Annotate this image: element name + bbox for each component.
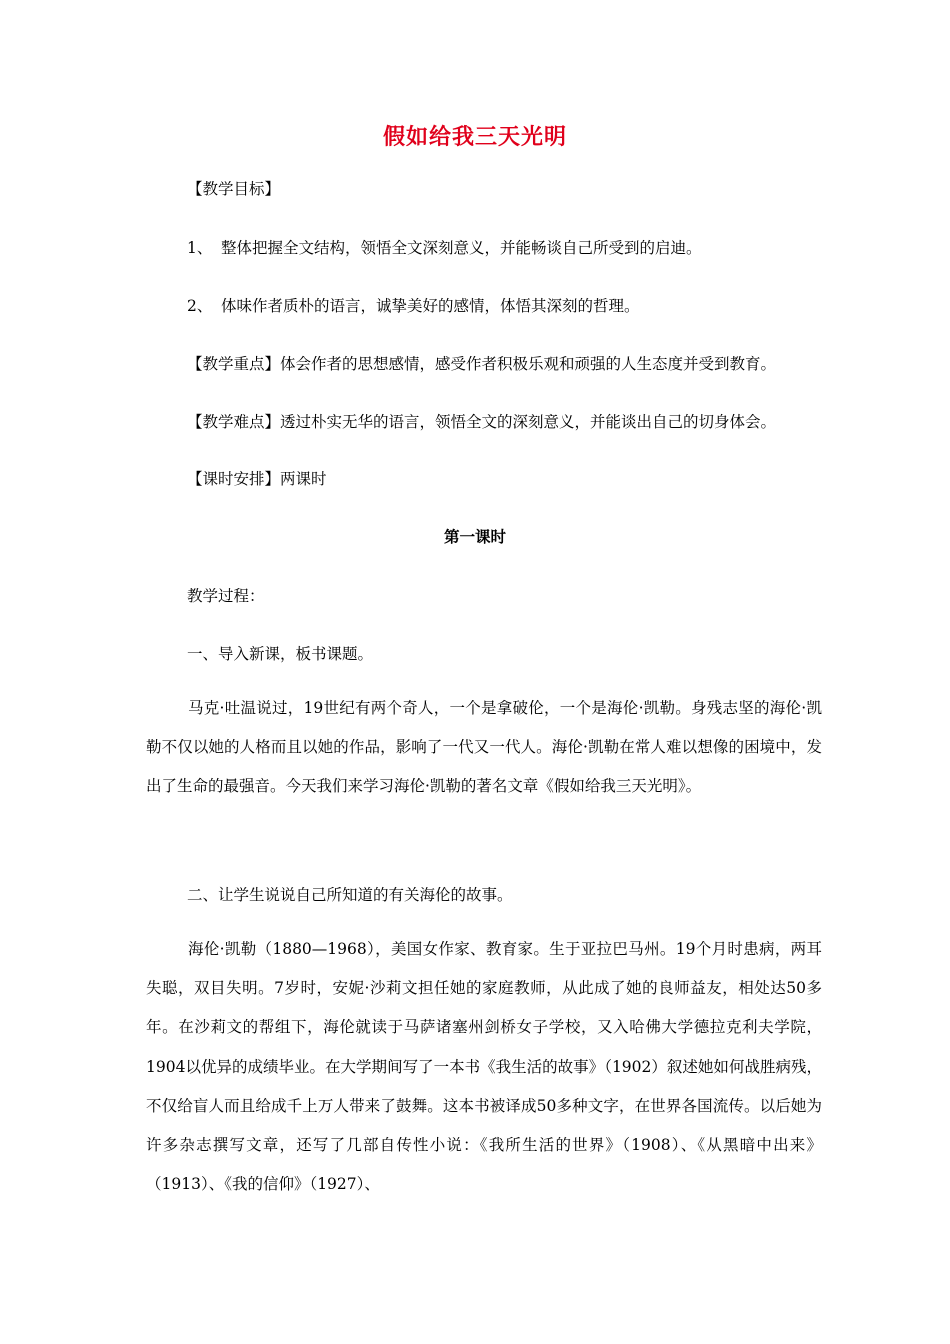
process-label: 教学过程： — [187, 587, 265, 605]
key-point: 【教学重点】体会作者的思想感情，感受作者积极乐观和顽强的人生态度并受到教育。 — [187, 355, 777, 373]
lesson-heading: 第一课时 — [443, 527, 506, 546]
objective-text: 体味作者质朴的语言，诚挚美好的感情，体悟其深刻的哲理。 — [221, 297, 640, 315]
objective-number: 1、 — [187, 239, 213, 257]
objective-item-2 — [187, 294, 640, 316]
difficult-point: 【教学难点】透过朴实无华的语言，领悟全文的深刻意义，并能谈出自己的切身体会。 — [187, 413, 777, 431]
objective-item-1 — [187, 236, 702, 258]
step-1: 一、导入新课，板书课题。 — [187, 645, 374, 663]
step-2: 二、让学生说说自己所知道的有关海伦的故事。 — [187, 886, 513, 904]
schedule: 【课时安排】两课时 — [187, 470, 327, 488]
objective-text: 整体把握全文结构，领悟全文深刻意义，并能畅谈自己所受到的启迪。 — [221, 239, 702, 257]
intro-paragraph: 马克·吐温说过，19世纪有两个奇人，一个是拿破伦，一个是海伦·凯勒。身残志坚的海伦·凯勒不仅以她的人格而且以她的作品，影响了一代又一代人。海伦·凯勒在常人难以想像的困境中，发出了生命的最强音。今天我们来学习海伦·凯勒的著名文章《假如给我三天光明》。 — [146, 699, 822, 796]
objectives-heading: 【教学目标】 — [187, 180, 281, 198]
objective-number: 2、 — [187, 297, 213, 315]
bio-paragraph: 海伦·凯勒（1880—1968），美国女作家、教育家。生于亚拉巴马州。19个月时患病，两耳失聪，双目失明。7岁时，安妮·沙莉文担任她的家庭教师，从此成了她的良师益友，相处达50多年。在沙莉文的帮组下，海伦就读于马萨诸塞州剑桥女子学校，又入哈佛大学德拉克利夫学院，1904以优异的成绩毕业。在大学期间写了一本书《我生活的故事》（1902）叙述她如何战胜病残，不仅给盲人而且给成千上万人带来了鼓舞。这本书被译成50多种文字，在世界各国流传。以后她为许多杂志撰写文章，还写了几部自传性小说：《我所生活的世界》（1908）、《从黑暗中出来》（1913）、《我的信仰》（1927）、 — [146, 940, 822, 1194]
document-title: 假如给我三天光明 — [382, 124, 567, 150]
